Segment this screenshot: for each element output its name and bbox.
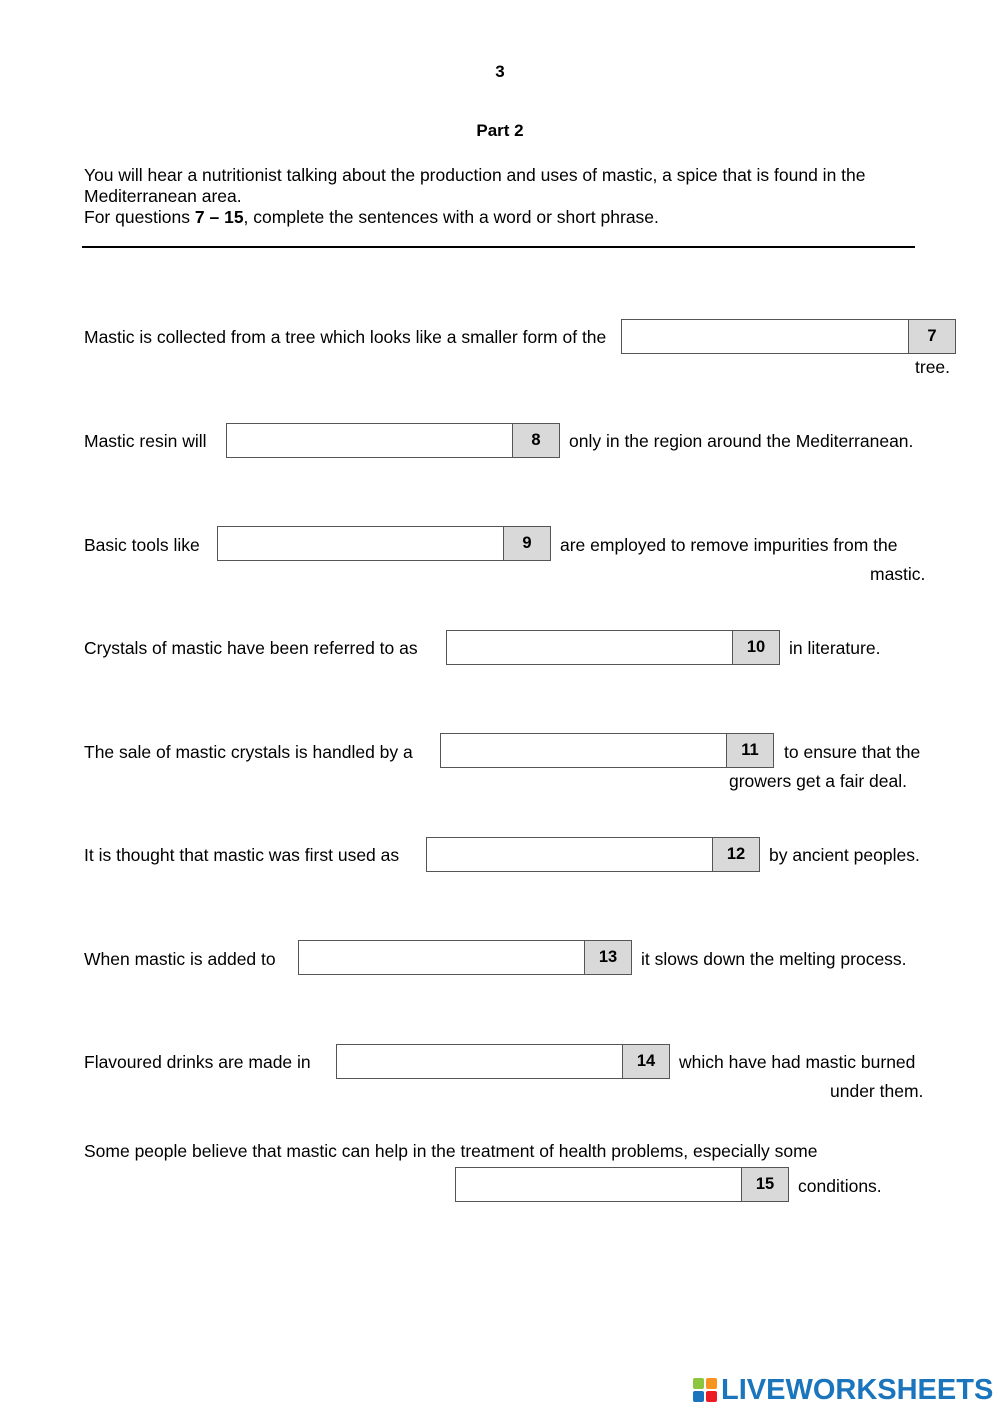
question-13-answer-input[interactable] (299, 941, 585, 974)
question-9-text-before: Basic tools like (84, 535, 200, 555)
question-8-number: 8 (512, 424, 559, 457)
liveworksheets-logo-icon (693, 1378, 717, 1402)
question-13-text-after: it slows down the melting process. (641, 949, 907, 969)
question-14-answer-box (336, 1044, 670, 1079)
question-12-answer-box (426, 837, 760, 872)
part-title: Part 2 (476, 121, 524, 140)
question-11-text-before: The sale of mastic crystals is handled by a (84, 742, 413, 762)
question-13-number: 13 (584, 941, 631, 974)
instructions-task (84, 207, 934, 228)
question-8-text-before: Mastic resin will (84, 431, 207, 451)
question-14-number: 14 (622, 1045, 669, 1078)
question-15-text-before: Some people believe that mastic can help in the treatment of health problems, especially some (84, 1141, 818, 1161)
liveworksheets-logo (693, 1373, 993, 1407)
question-15-answer-input[interactable] (456, 1168, 742, 1201)
question-10-answer-box (446, 630, 780, 665)
question-7-answer-input[interactable] (622, 320, 909, 353)
question-15-answer-box (455, 1167, 789, 1202)
question-14-answer-input[interactable] (337, 1045, 623, 1078)
instructions (84, 165, 934, 228)
question-7-number: 7 (908, 320, 955, 353)
question-9-number: 9 (503, 527, 550, 560)
liveworksheets-logo-text: LIVEWORKSHEETS (721, 1373, 994, 1406)
question-9-answer-box (217, 526, 551, 561)
question-11-text-after-line2: growers get a fair deal. (729, 771, 908, 791)
instructions-task-suffix: , complete the sentences with a word or short phrase. (243, 207, 659, 227)
question-11-answer-box (440, 733, 774, 768)
question-10-text-after: in literature. (789, 638, 881, 658)
question-7-text-after: tree. (915, 357, 951, 377)
question-13-answer-box (298, 940, 632, 975)
question-7-answer-box (621, 319, 956, 354)
question-12-number: 12 (712, 838, 759, 871)
question-8-answer-input[interactable] (227, 424, 513, 457)
question-11-text-after-line1: to ensure that the (784, 742, 921, 762)
question-range: 7 – 15 (194, 207, 244, 227)
question-14-text-after-line2: under them. (830, 1081, 924, 1101)
instructions-task-prefix: For questions (84, 207, 195, 227)
instructions-intro: You will hear a nutritionist talking about the production and uses of mastic, a spice that is found in the Mediterranean area. (84, 165, 866, 206)
question-9-answer-input[interactable] (218, 527, 504, 560)
page-number: 3 (495, 62, 505, 81)
divider (82, 246, 915, 248)
question-12-answer-input[interactable] (427, 838, 713, 871)
question-14-text-before: Flavoured drinks are made in (84, 1052, 311, 1072)
question-8-text-after: only in the region around the Mediterranean. (569, 431, 914, 451)
question-14-text-after-line1: which have had mastic burned (679, 1052, 916, 1072)
question-9-text-after-line1: are employed to remove impurities from the (560, 535, 898, 555)
question-8-answer-box (226, 423, 560, 458)
question-7-text-before: Mastic is collected from a tree which looks like a smaller form of the (84, 327, 607, 347)
question-10-number: 10 (732, 631, 779, 664)
question-11-number: 11 (726, 734, 773, 767)
question-10-answer-input[interactable] (447, 631, 733, 664)
question-10-text-before: Crystals of mastic have been referred to as (84, 638, 418, 658)
question-12-text-before: It is thought that mastic was first used as (84, 845, 400, 865)
question-9-text-after-line2: mastic. (870, 564, 926, 584)
question-15-number: 15 (741, 1168, 788, 1201)
question-11-answer-input[interactable] (441, 734, 727, 767)
question-13-text-before: When mastic is added to (84, 949, 276, 969)
question-15-text-after: conditions. (798, 1176, 882, 1196)
question-12-text-after: by ancient peoples. (769, 845, 920, 865)
